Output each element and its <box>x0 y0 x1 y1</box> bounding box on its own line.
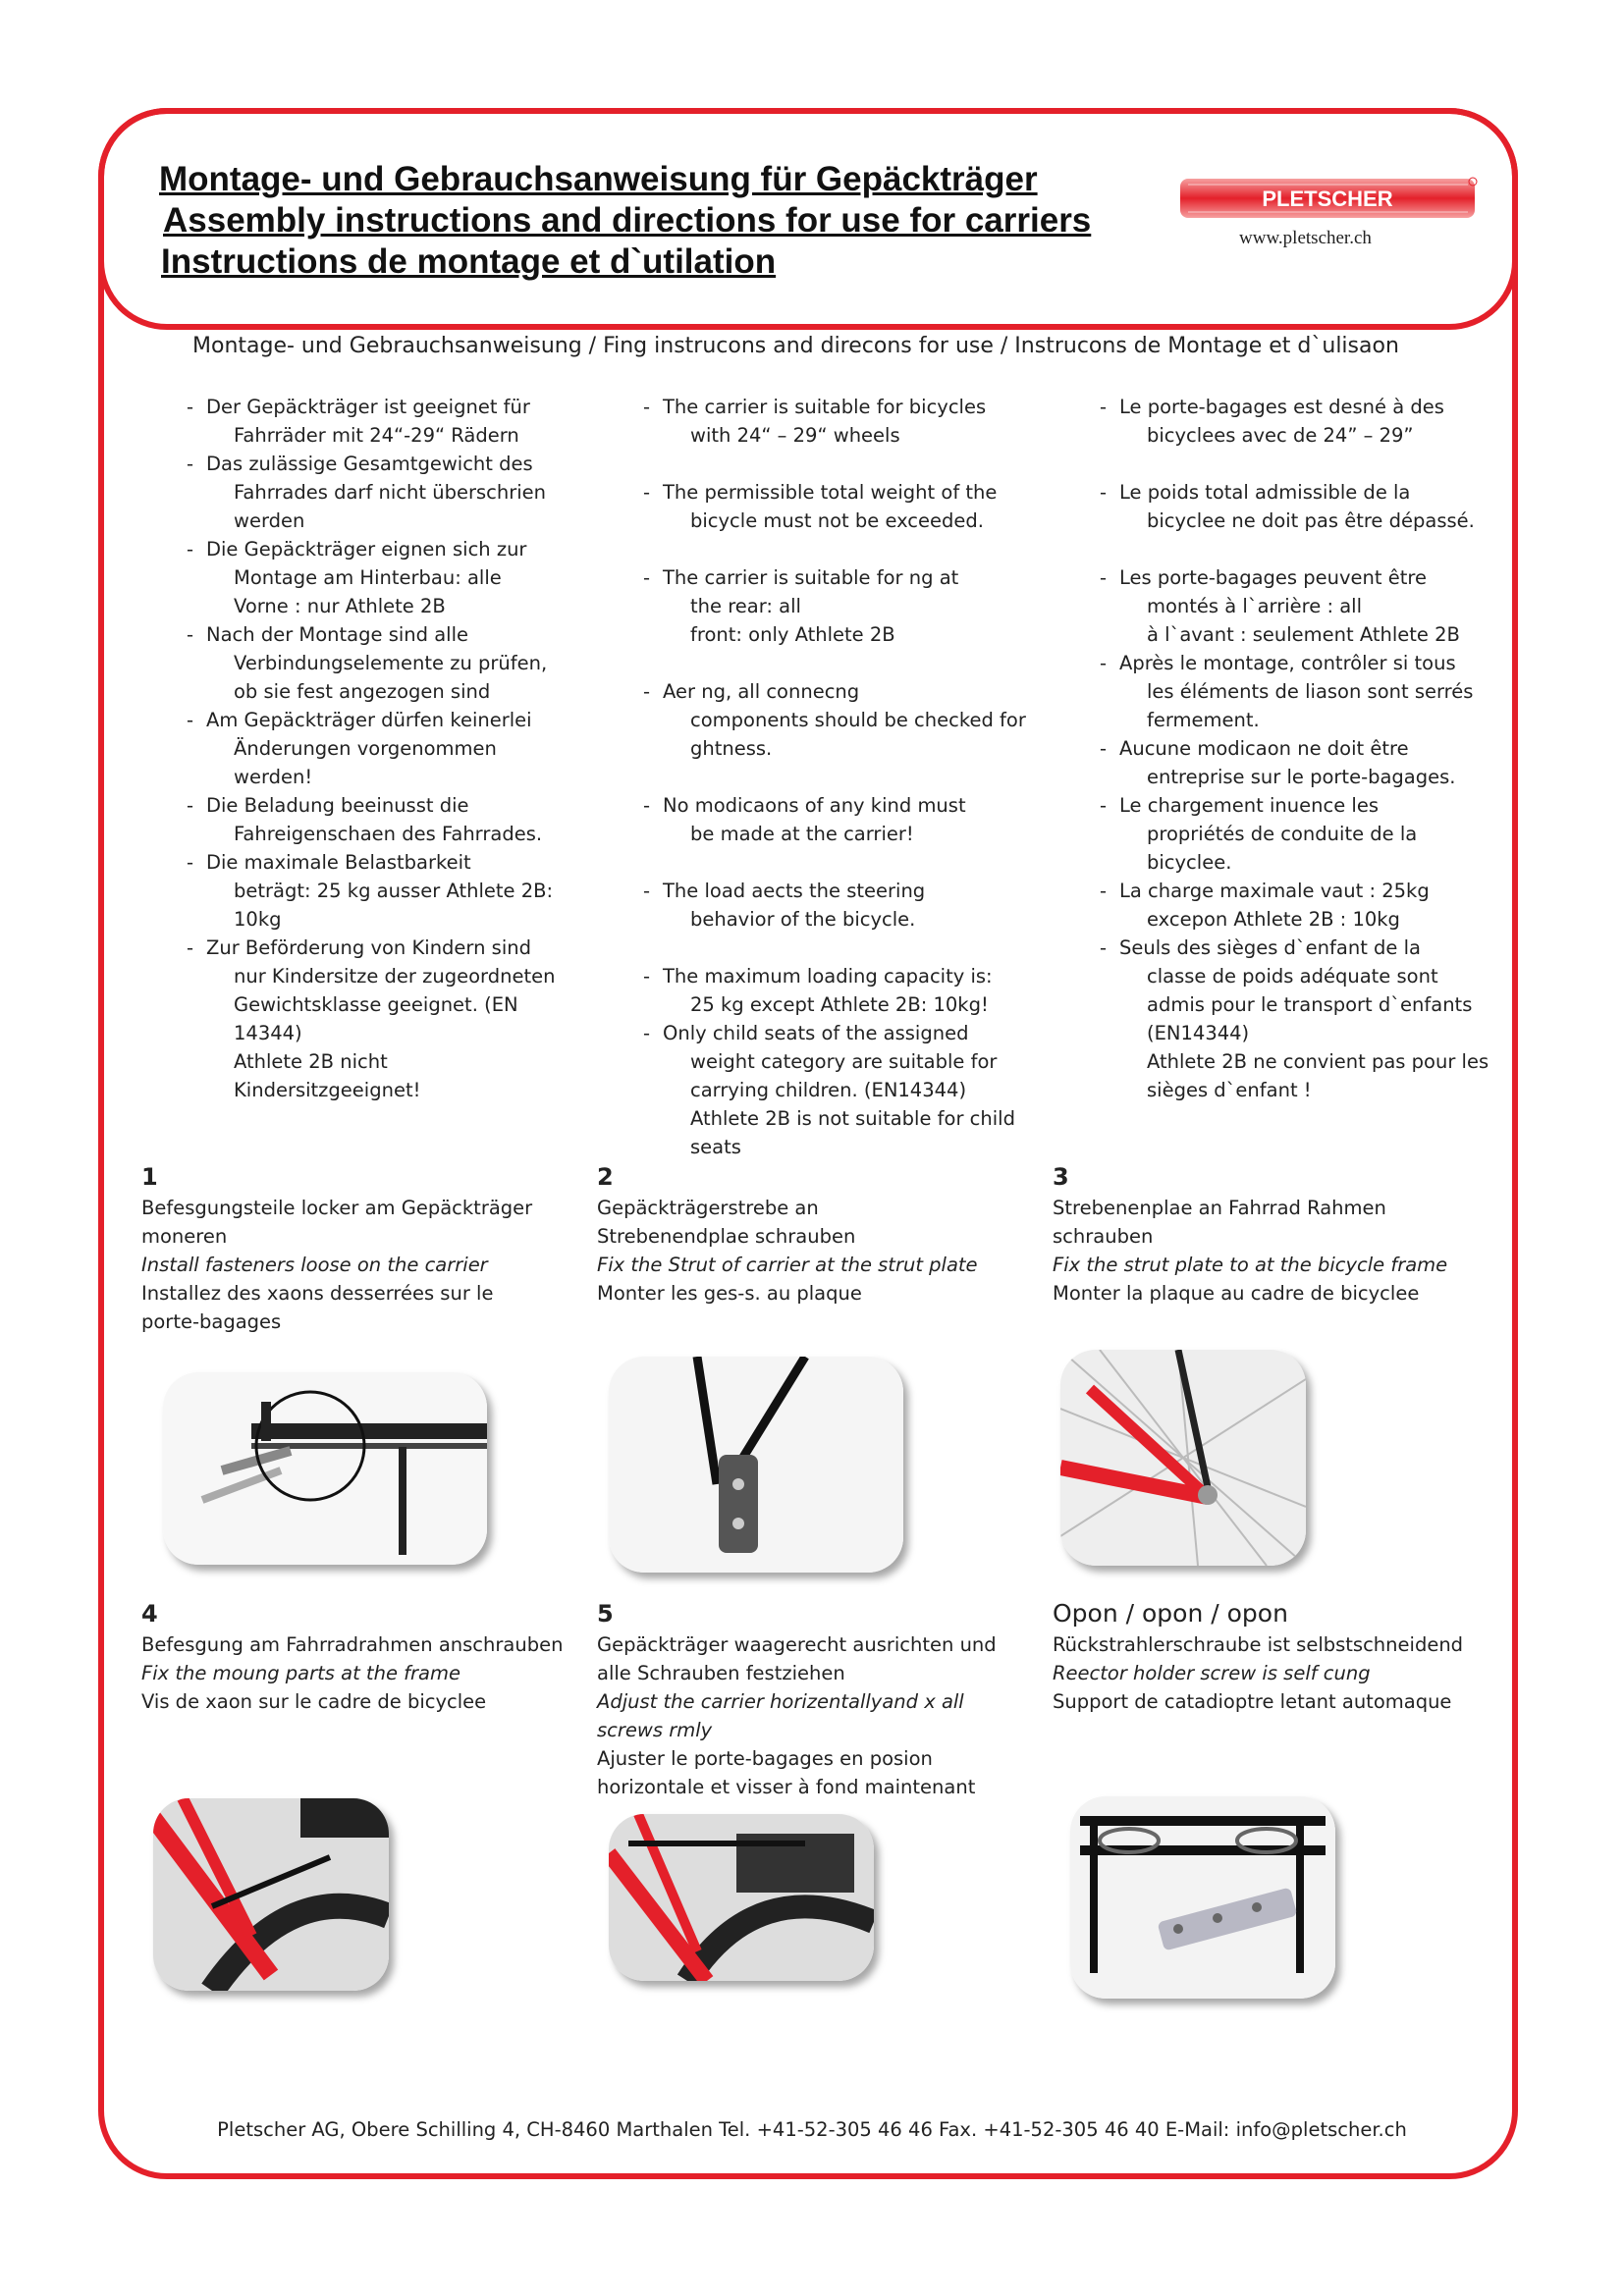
step-text-fr: horizontale et visser à fond maintenant <box>597 1776 976 1798</box>
step-text-en: Install fasteners loose on the carrier <box>141 1254 488 1276</box>
step-2 <box>597 1160 1019 1308</box>
step-text-en: Reector holder screw is self cung <box>1053 1662 1371 1684</box>
list-item: - Aucune modicaon ne doit être entreprise sur le porte-bagages. <box>1100 734 1532 791</box>
step-4 <box>141 1597 564 1716</box>
step-number: 4 <box>141 1600 158 1628</box>
step-text-fr: Monter les ges-s. au plaque <box>597 1282 862 1305</box>
list-item: - Après le montage, contrôler si tous les éléments de liason sont serrés fermement. <box>1100 649 1532 734</box>
step-text-en: screws rmly <box>597 1719 713 1741</box>
step-text-fr: Ajuster le porte-bagages en posion <box>597 1747 933 1770</box>
step-text-fr: Support de catadioptre letant automaque <box>1053 1690 1452 1713</box>
list-item: - Aer ng, all connecng components should be checked for ghtness. <box>643 677 1056 763</box>
list-item: - Le poids total admissible de la bicyclee ne doit pas être dépassé. <box>1100 478 1532 535</box>
list-item: - Die maximale Belastbarkeit beträgt: 25 kg ausser Athlete 2B: 10kg <box>187 848 599 934</box>
step-text-de: moneren <box>141 1225 228 1248</box>
title-de: Montage- und Gebrauchsanweisung für Gepäckträger <box>159 160 1038 198</box>
column-de <box>187 393 599 1104</box>
step-text-en: Adjust the carrier horizentallyand x all <box>597 1690 964 1713</box>
step-number: 3 <box>1053 1163 1069 1191</box>
list-item: - Am Gepäckträger dürfen keinerlei Änderungen vorgenommen werden! <box>187 706 599 791</box>
list-item: - The load aects the steering behavior of the bicycle. <box>643 877 1056 934</box>
step-text-en: Fix the Strut of carrier at the strut plate <box>597 1254 978 1276</box>
list-item: - Seuls des sièges d`enfant de la classe de poids adéquate sont admis pour le transport d`enfants (EN14344) Athlete 2B ne convient pas pour les sièges d`enfant ! <box>1100 934 1532 1104</box>
step-text-de: Gepäckträger waagerecht ausrichten und <box>597 1633 997 1656</box>
list-item: - Das zulässige Gesamtgewicht des Fahrrades darf nicht überschrien werden <box>187 450 599 535</box>
step-text-de: Rückstrahlerschraube ist selbstschneidend <box>1053 1633 1464 1656</box>
reflector-photo <box>1070 1796 1335 1999</box>
list-item: - Der Gepäckträger ist geeignet für Fahrräder mit 24“-29“ Rädern <box>187 393 599 450</box>
list-item: - Zur Beförderung von Kindern sind nur Kindersitze der zugeordneten Gewichtsklasse geeignet. (EN 14344) Athlete 2B nicht Kindersitzgeeignet! <box>187 934 599 1104</box>
step-text-de: alle Schrauben festziehen <box>597 1662 845 1684</box>
step-text-de: Befesgungsteile locker am Gepäckträger <box>141 1197 533 1219</box>
frame-photo <box>1060 1350 1306 1566</box>
list-item: - Nach der Montage sind alle Verbindungselemente zu prüfen, ob sie fest angezogen sind <box>187 620 599 706</box>
title-en: Assembly instructions and directions for use for carriers <box>163 201 1092 240</box>
list-item: - The carrier is suitable for bicycles with 24“ – 29“ wheels <box>643 393 1056 450</box>
step-text-fr: Installez des xaons desserrées sur le <box>141 1282 494 1305</box>
step-number: 2 <box>597 1163 614 1191</box>
svg-text:PLETSCHER: PLETSCHER <box>1262 187 1393 211</box>
step-text-fr: Monter la plaque au cadre de bicyclee <box>1053 1282 1420 1305</box>
step-number: 5 <box>597 1600 614 1628</box>
column-en <box>643 393 1056 1161</box>
step-option <box>1053 1597 1475 1716</box>
step-text-de: schrauben <box>1053 1225 1154 1248</box>
subtitle: Montage- und Gebrauchsanweisung / Fing instrucons and direcons for use / Instrucons de Montage et d`ulisaon <box>192 334 1399 358</box>
column-fr <box>1100 393 1532 1104</box>
list-item: - The carrier is suitable for ng at the rear: all front: only Athlete 2B <box>643 563 1056 649</box>
step-text-de: Befesgung am Fahrradrahmen anschrauben <box>141 1633 564 1656</box>
list-item: - Die Gepäckträger eignen sich zur Montage am Hinterbau: alle Vorne : nur Athlete 2B <box>187 535 599 620</box>
step-1 <box>141 1160 564 1336</box>
step-option-heading: Opon / opon / opon <box>1053 1599 1288 1628</box>
list-item: - Die Beladung beeinusst die Fahreigenschaen des Fahrrades. <box>187 791 599 848</box>
title-fr: Instructions de montage et d`utilation <box>161 242 777 281</box>
step-text-de: Strebenendplae schrauben <box>597 1225 856 1248</box>
list-item: - Le chargement inuence les propriétés de conduite de la bicyclee. <box>1100 791 1532 877</box>
pletscher-logo <box>1178 175 1483 222</box>
step-text-de: Gepäckträgerstrebe an <box>597 1197 819 1219</box>
list-item: - The permissible total weight of the bicycle must not be exceeded. <box>643 478 1056 535</box>
step-text-fr: porte-bagages <box>141 1310 282 1333</box>
list-item: - Only child seats of the assigned weight category are suitable for carrying children. (EN14344) Athlete 2B is not suitable for child seats <box>643 1019 1056 1161</box>
step-number: 1 <box>141 1163 158 1191</box>
list-item: - No modicaons of any kind must be made at the carrier! <box>643 791 1056 848</box>
step-5 <box>597 1597 1019 1801</box>
adjust-photo <box>609 1814 874 1981</box>
list-item: - La charge maximale vaut : 25kg excepon Athlete 2B : 10kg <box>1100 877 1532 934</box>
list-item: - The maximum loading capacity is: 25 kg except Athlete 2B: 10kg! <box>643 962 1056 1019</box>
step-text-de: Strebenenplae an Fahrrad Rahmen <box>1053 1197 1386 1219</box>
step-text-en: Fix the strut plate to at the bicycle frame <box>1053 1254 1448 1276</box>
footer-contact: Pletscher AG, Obere Schilling 4, CH-8460 Marthalen Tel. +41-52-305 46 46 Fax. +41-52-305 46 40 E-Mail: info@pletscher.ch <box>217 2118 1407 2141</box>
list-item: - Le porte-bagages est desné à des bicyclees avec de 24” – 29” <box>1100 393 1532 450</box>
logo-url: www.pletscher.ch <box>1239 228 1372 248</box>
step-3 <box>1053 1160 1475 1308</box>
carrier-photo <box>163 1372 487 1565</box>
step-text-fr: Vis de xaon sur le cadre de bicyclee <box>141 1690 487 1713</box>
strut-photo <box>609 1357 903 1573</box>
mounting-photo <box>153 1798 389 1991</box>
list-item: - Les porte-bagages peuvent être montés à l`arrière : all à l`avant : seulement Athlete 2B <box>1100 563 1532 649</box>
step-text-en: Fix the moung parts at the frame <box>141 1662 460 1684</box>
